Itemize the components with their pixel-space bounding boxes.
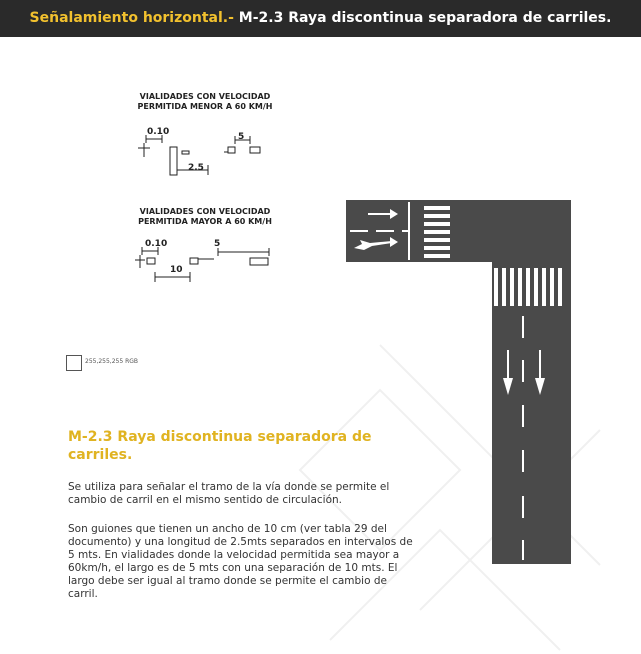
diagram-low-label-line2: PERMITIDA MENOR A 60 KM/H <box>137 102 273 111</box>
dash-mark-low-2 <box>182 151 189 154</box>
diagram-low-length-dim: 5 <box>238 132 245 142</box>
diagram-low-gap-dim: 2.5 <box>188 163 204 173</box>
page-title-accent: Señalamiento horizontal.- <box>29 10 234 26</box>
description-paragraph-1: Se utiliza para señalar el tramo de la vía donde se permite el cambio de carril en el mismo sentido de circulación. <box>68 481 390 506</box>
diagram-low-label-line1: VIALIDADES CON VELOCIDAD <box>139 92 271 101</box>
diagram-low-label <box>120 92 290 112</box>
section-title: M-2.3 Raya discontinua separadora de carriles. <box>68 429 372 463</box>
dash-mark-low-1 <box>170 147 177 175</box>
diagram-high-label-line2: PERMITIDA MAYOR A 60 KM/H <box>138 217 272 226</box>
diagram-high-gap-dim: 10 <box>170 265 183 275</box>
dash-mark-high-3 <box>250 258 268 265</box>
color-swatch <box>66 355 82 371</box>
diagram-high-label-line1: VIALIDADES CON VELOCIDAD <box>139 207 271 216</box>
diagram-high-width-dim: 0.10 <box>145 239 168 249</box>
dash-mark-high-1 <box>147 258 155 264</box>
lane-stop-line <box>408 202 410 260</box>
color-swatch-label: 255,255,255 RGB <box>85 358 139 365</box>
page-title-rest: M-2.3 Raya discontinua separadora de carriles. <box>233 10 612 26</box>
dash-mark-high-2 <box>190 258 198 264</box>
road-illustration <box>346 200 571 564</box>
diagram-high-length-dim: 5 <box>214 239 221 249</box>
zebra-crossing-bottom <box>494 268 562 306</box>
diagram-high-label <box>120 207 290 227</box>
diagram-low-width-dim: 0.10 <box>147 127 170 137</box>
dash-mark-low-3 <box>228 147 235 153</box>
dash-mark-low-4 <box>250 147 260 153</box>
description-paragraph-2: Son guiones que tienen un ancho de 10 cm (ver tabla 29 del documento) y una longitud de 2.5mts separados en intervalos de 5 mts. En vialidades donde la velocidad permitida sea mayor a 60km/h, el largo es de 5 mts con una separación de 10 mts. El largo debe ser igual al tramo donde se permite el cambio de carril. <box>68 523 413 600</box>
